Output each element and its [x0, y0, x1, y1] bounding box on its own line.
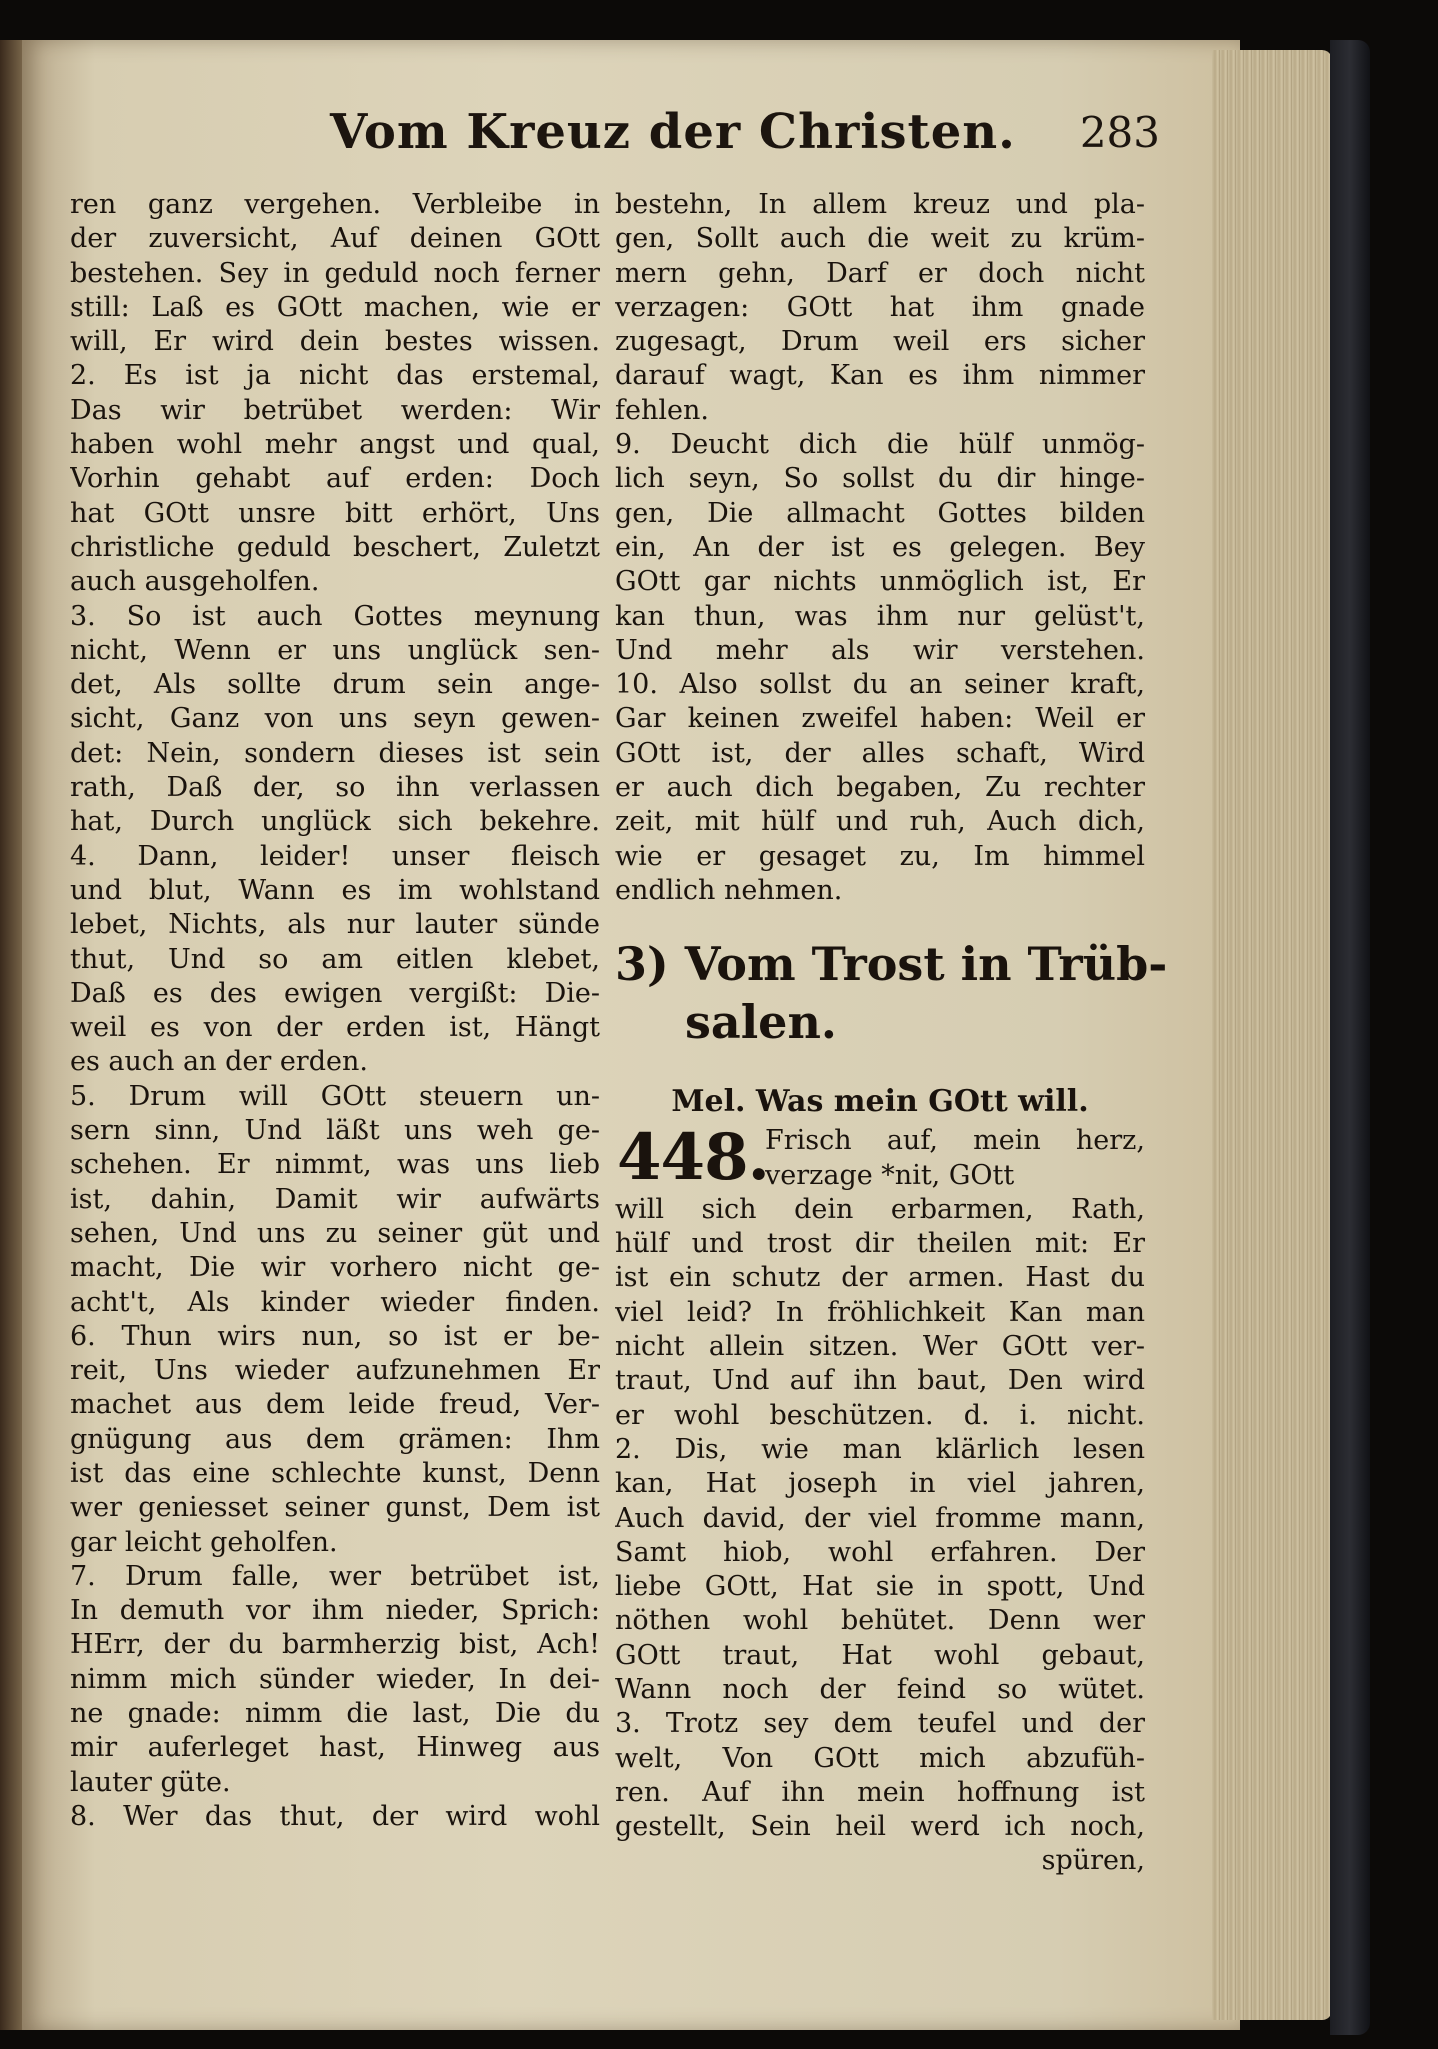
left-column-line: ren ganz vergehen. Verbleibe in	[70, 189, 600, 220]
section-number: 3)	[615, 937, 669, 992]
hymn-line: hülf und trost dir theilen mit: Er	[615, 1228, 1145, 1260]
left-column-line: und blut, Wann es im wohlstand	[70, 874, 600, 906]
hymn-line: nicht allein sitzen. Wer GOtt ver-	[615, 1331, 1145, 1363]
left-column-line: weil es von der erden ist, Hängt	[70, 1012, 600, 1044]
hymn-line: GOtt traut, Hat wohl gebaut,	[615, 1639, 1145, 1671]
left-column-line: lauter güte.	[70, 1766, 231, 1798]
left-column-line: Das wir betrübet werden: Wir	[70, 394, 600, 426]
left-column-line: 3. So ist auch Gottes meynung	[70, 600, 600, 632]
hymn-line: Auch david, der viel fromme mann,	[615, 1502, 1145, 1534]
left-column-line: hat, Durch unglück sich bekehre.	[70, 806, 600, 838]
right-column-line: gen, Die allmacht Gottes bilden	[615, 497, 1145, 529]
hymn-line: er wohl beschützen. d. i. nicht.	[615, 1399, 1145, 1431]
left-column-line: bestehen. Sey in geduld noch ferner	[70, 257, 600, 289]
left-column-line: 5. Drum will GOtt steuern un-	[70, 1080, 600, 1112]
page-header	[70, 104, 1160, 174]
left-column-line: In demuth vor ihm nieder, Sprich:	[70, 1595, 600, 1627]
hymn-line: viel leid? In fröhlichkeit Kan man	[615, 1296, 1145, 1328]
hymn-line: Frisch auf, mein herz,	[765, 1125, 1145, 1157]
hymn-line: 3. Trotz sey dem teufel und der	[615, 1708, 1145, 1740]
melody-line: Mel. Was mein GOtt will.	[671, 1084, 1089, 1120]
left-column-line: der zuversicht, Auf deinen GOtt	[70, 223, 600, 255]
left-column-line: Daß es des ewigen vergißt: Die-	[70, 977, 600, 1009]
left-column-line: machet aus dem leide freud, Ver-	[70, 1389, 600, 1421]
left-column-line: mir auferleget hast, Hinweg aus	[70, 1732, 600, 1764]
right-column-line: kan thun, was ihm nur gelüst't,	[615, 600, 1145, 632]
left-column-line: gar leicht geholfen.	[70, 1526, 338, 1558]
left-column-line: rath, Daß der, so ihn verlassen	[70, 772, 600, 804]
left-column-line: sern sinn, Und läßt uns weh ge-	[70, 1115, 600, 1147]
hymn-line: kan, Hat joseph in viel jahren,	[615, 1468, 1145, 1500]
right-column	[615, 188, 1168, 1879]
right-column-line: fehlen.	[615, 394, 709, 426]
hymn-line: ist ein schutz der armen. Hast du	[615, 1262, 1145, 1294]
left-column-line: haben wohl mehr angst und qual,	[70, 429, 600, 461]
right-column-line: GOtt gar nichts unmöglich ist, Er	[615, 566, 1145, 598]
left-column-line: lebet, Nichts, als nur lauter sünde	[70, 909, 600, 941]
hymn-number: 448.	[617, 1120, 769, 1196]
left-column	[70, 188, 600, 1834]
left-column-line: gnügung aus dem grämen: Ihm	[70, 1423, 600, 1455]
left-column-line: sicht, Ganz von uns seyn gewen-	[70, 703, 600, 735]
right-column-line: mern gehn, Darf er doch nicht	[615, 257, 1145, 289]
right-column-line: ein, An der ist es gelegen. Bey	[615, 531, 1145, 563]
left-column-line: 7. Drum falle, wer betrübet ist,	[70, 1560, 600, 1592]
left-column-line: Vorhin gehabt auf erden: Doch	[70, 463, 600, 495]
right-column-line: wie er gesaget zu, Im himmel	[615, 840, 1145, 872]
left-column-line: nicht, Wenn er uns unglück sen-	[70, 634, 600, 666]
right-column-line: Gar keinen zweifel haben: Weil er	[615, 703, 1145, 735]
left-column-line: sehen, Und uns zu seiner güt und	[70, 1217, 600, 1249]
hymn-line: ren. Auf ihn mein hoffnung ist	[615, 1776, 1145, 1808]
left-column-line: thut, Und so am eitlen klebet,	[70, 943, 600, 975]
right-column-line: 10. Also sollst du an seiner kraft,	[615, 669, 1145, 701]
right-column-text	[615, 188, 1145, 908]
left-column-line: es auch an der erden.	[70, 1046, 368, 1078]
right-column-line: darauf wagt, Kan es ihm nimmer	[615, 360, 1145, 392]
left-column-line: will, Er wird dein bestes wissen.	[70, 326, 600, 358]
left-column-line: 4. Dann, leider! unser fleisch	[70, 840, 600, 872]
right-column-line: endlich nehmen.	[615, 874, 843, 906]
page-edges	[1212, 50, 1332, 2020]
left-column-line: nimm mich sünder wieder, In dei-	[70, 1663, 600, 1695]
left-column-line: ist, dahin, Damit wir aufwärts	[70, 1183, 600, 1215]
hymn-block	[615, 1120, 1145, 1879]
left-column-line: 6. Thun wirs nun, so ist er be-	[70, 1320, 600, 1352]
page-number: 283	[1079, 108, 1160, 157]
left-column-line: reit, Uns wieder aufzunehmen Er	[70, 1355, 600, 1387]
left-column-line: christliche geduld beschert, Zuletzt	[70, 531, 600, 563]
right-column-line: verzagen: GOtt hat ihm gnade	[615, 291, 1145, 323]
hymn-line: will sich dein erbarmen, Rath,	[615, 1193, 1145, 1225]
right-column-line: bestehn, In allem kreuz und pla-	[615, 189, 1145, 220]
hymn-line: welt, Von GOtt mich abzufüh-	[615, 1742, 1145, 1774]
left-column-line: HErr, der du barmherzig bist, Ach!	[70, 1629, 600, 1661]
hymn-line: traut, Und auf ihn baut, Den wird	[615, 1365, 1145, 1397]
left-column-line: det, Als sollte drum sein ange-	[70, 669, 600, 701]
hymn-line: 2. Dis, wie man klärlich lesen	[615, 1433, 1145, 1465]
book-cover-edge	[1330, 40, 1370, 2035]
left-column-line: 2. Es ist ja nicht das erstemal,	[70, 360, 600, 392]
left-column-line: wer geniesset seiner gunst, Dem ist	[70, 1492, 600, 1524]
right-column-line: lich seyn, So sollst du dir hinge-	[615, 463, 1145, 495]
right-column-line: 9. Deucht dich die hülf unmög-	[615, 429, 1145, 461]
left-column-line: hat GOtt unsre bitt erhört, Uns	[70, 497, 600, 529]
right-column-line: gen, Sollt auch die weit zu krüm-	[615, 223, 1145, 255]
left-column-line: macht, Die wir vorhero nicht ge-	[70, 1252, 600, 1284]
left-column-line: ist das eine schlechte kunst, Denn	[70, 1457, 600, 1489]
section-heading	[615, 934, 1168, 994]
right-column-line: GOtt ist, der alles schaft, Wird	[615, 737, 1145, 769]
hymn-line: nöthen wohl behütet. Denn wer	[615, 1605, 1145, 1637]
hymn-line: Wann noch der feind so wütet.	[615, 1673, 1145, 1705]
left-column-line: still: Laß es GOtt machen, wie er	[70, 291, 600, 323]
right-column-line: zugesagt, Drum weil ers sicher	[615, 326, 1145, 358]
left-column-line: ne gnade: nimm die last, Die du	[70, 1698, 600, 1730]
section-title-line1: Vom Trost in Trüb-	[684, 937, 1168, 992]
left-column-line: 8. Wer das thut, der wird wohl	[70, 1800, 600, 1832]
right-column-line: Und mehr als wir verstehen.	[615, 634, 1145, 666]
left-column-line: schehen. Er nimmt, was uns lieb	[70, 1149, 600, 1181]
hymn-line: liebe GOtt, Hat sie in spott, Und	[615, 1571, 1145, 1603]
hymn-line: Samt hiob, wohl erfahren. Der	[615, 1536, 1145, 1568]
left-column-line: det: Nein, sondern dieses ist sein	[70, 737, 600, 769]
hymn-line: verzage *nit, GOtt	[765, 1159, 1015, 1191]
right-column-line: er auch dich begaben, Zu rechter	[615, 772, 1145, 804]
hymn-line: gestellt, Sein heil werd ich noch,	[615, 1811, 1145, 1843]
hymn-line: spüren,	[1041, 1845, 1145, 1877]
left-column-line: auch ausgeholfen.	[70, 566, 320, 598]
section-title-line2: salen.	[685, 995, 837, 1050]
right-column-line: zeit, mit hülf und ruh, Auch dich,	[615, 806, 1145, 838]
left-column-line: acht't, Als kinder wieder finden.	[70, 1286, 600, 1318]
running-title: Vom Kreuz der Christen.	[330, 104, 1016, 160]
